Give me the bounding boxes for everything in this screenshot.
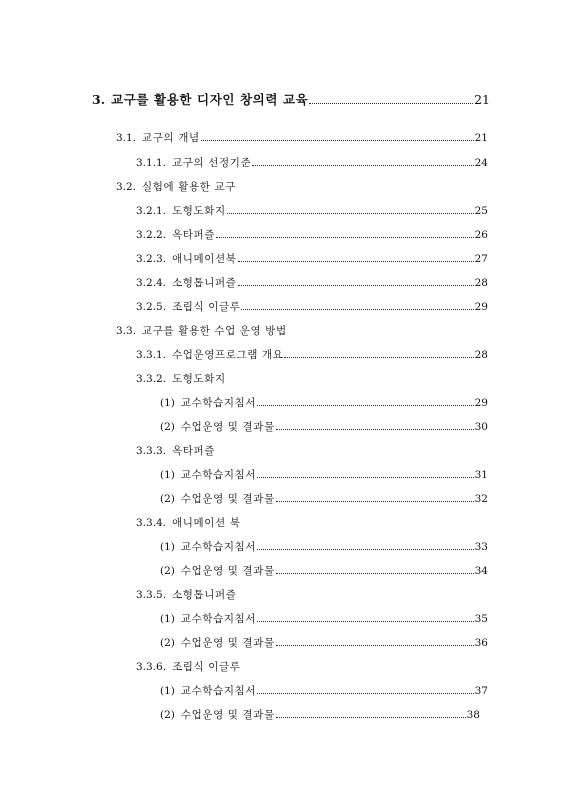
toc-entry-label: 교수학습지침서 xyxy=(180,541,257,553)
toc-entry-chapter-3[interactable] xyxy=(92,92,490,108)
toc-entry-number: 3.2.1. xyxy=(136,205,167,217)
toc-entry-label: 수업운영 및 결과물 xyxy=(180,421,275,433)
toc-entry-number: 3.1.1. xyxy=(136,157,167,169)
toc-entry-subsection[interactable] xyxy=(136,516,488,530)
toc-leader-dots xyxy=(276,500,474,502)
toc-entry-number: (1) xyxy=(160,613,175,625)
toc-leader-dots xyxy=(257,692,474,694)
toc-entry-item[interactable] xyxy=(160,468,488,482)
toc-entry-number: 3.1. xyxy=(116,132,137,144)
toc-entry-page: 32 xyxy=(474,493,488,505)
toc-entry-number: (1) xyxy=(160,541,175,553)
toc-entry-page: 21 xyxy=(474,92,490,107)
toc-entry-number: 3.2.3. xyxy=(136,253,167,265)
toc-leader-dots xyxy=(227,212,474,214)
toc-entry-page: 28 xyxy=(474,277,488,289)
toc-entry-section[interactable] xyxy=(116,324,488,338)
toc-entry-page: 33 xyxy=(474,541,488,553)
toc-entry-subsection[interactable] xyxy=(136,348,488,362)
toc-entry-number: (2) xyxy=(160,709,175,721)
toc-entry-item[interactable] xyxy=(160,708,480,722)
toc-entry-page: 37 xyxy=(474,685,488,697)
toc-entry-item[interactable] xyxy=(160,420,488,434)
toc-entry-label: 교수학습지침서 xyxy=(180,469,257,481)
toc-entry-label: 교수학습지침서 xyxy=(180,685,257,697)
toc-entry-number: 3. xyxy=(92,92,106,107)
toc-entry-subsection[interactable] xyxy=(136,156,488,170)
toc-entry-number: (1) xyxy=(160,685,175,697)
toc-leader-dots xyxy=(238,284,474,286)
toc-leader-dots xyxy=(257,620,474,622)
toc-entry-number: 3.3.5. xyxy=(136,589,167,601)
toc-leader-dots xyxy=(241,308,473,310)
toc-entry-subsection[interactable] xyxy=(136,660,488,674)
toc-entry-label: 교구를 활용한 수업 운영 방법 xyxy=(142,325,287,337)
toc-entry-subsection[interactable] xyxy=(136,444,488,458)
toc-entry-label: 조립식 이글루 xyxy=(172,661,241,673)
toc-entry-subsection[interactable] xyxy=(136,372,488,386)
toc-entry-page: 24 xyxy=(474,157,488,169)
toc-leader-dots xyxy=(252,164,473,166)
toc-entry-subsection[interactable] xyxy=(136,300,488,314)
toc-entry-label: 옥타퍼즐 xyxy=(172,445,216,457)
toc-entry-label: 교구를 활용한 디자인 창의력 교육 xyxy=(111,92,309,107)
toc-entry-label: 조립식 이글루 xyxy=(172,301,241,313)
toc-entry-label: 애니메이션북 xyxy=(172,253,237,265)
toc-entry-number: 3.3.4. xyxy=(136,517,167,529)
toc-entry-label: 실험에 활용한 교구 xyxy=(142,181,236,193)
toc-entry-label: 교구의 선정기준 xyxy=(172,157,252,169)
toc-entry-page: 29 xyxy=(474,301,488,313)
toc-entry-number: (1) xyxy=(160,469,175,481)
toc-entry-page: 21 xyxy=(474,132,488,144)
toc-entry-subsection[interactable] xyxy=(136,276,488,290)
toc-entry-page: 28 xyxy=(474,349,488,361)
toc-entry-number: (2) xyxy=(160,493,175,505)
toc-leader-dots xyxy=(276,428,474,430)
toc-leader-dots xyxy=(257,548,474,550)
toc-entry-label: 옥타퍼즐 xyxy=(172,229,216,241)
toc-entry-section[interactable] xyxy=(116,180,488,194)
toc-leader-dots xyxy=(257,476,474,478)
toc-entry-label: 수업운영 및 결과물 xyxy=(180,493,275,505)
toc-entry-page: 26 xyxy=(474,229,488,241)
toc-entry-item[interactable] xyxy=(160,564,488,578)
toc-entry-number: 3.3.1. xyxy=(136,349,167,361)
toc-leader-dots xyxy=(276,644,474,646)
toc-entry-page: 29 xyxy=(474,397,488,409)
toc-entry-number: (2) xyxy=(160,637,175,649)
toc-entry-label: 수업운영 및 결과물 xyxy=(180,565,275,577)
toc-leader-dots xyxy=(276,572,474,574)
toc-entry-subsection[interactable] xyxy=(136,588,488,602)
toc-entry-page: 27 xyxy=(474,253,488,265)
toc-entry-number: 3.2. xyxy=(116,181,137,193)
toc-entry-page: 31 xyxy=(474,469,488,481)
toc-entry-item[interactable] xyxy=(160,396,488,410)
toc-entry-label: 교구의 개념 xyxy=(142,132,200,144)
toc-entry-number: (2) xyxy=(160,565,175,577)
toc-entry-number: (2) xyxy=(160,421,175,433)
toc-entry-number: 3.3. xyxy=(116,325,137,337)
toc-entry-page: 34 xyxy=(474,565,488,577)
toc-entry-number: 3.3.6. xyxy=(136,661,167,673)
toc-entry-item[interactable] xyxy=(160,492,488,506)
toc-entry-item[interactable] xyxy=(160,612,488,626)
toc-leader-dots xyxy=(238,260,474,262)
toc-leader-dots xyxy=(276,716,466,718)
toc-entry-label: 소형톱니퍼즐 xyxy=(172,277,237,289)
toc-entry-label: 도형도화지 xyxy=(172,205,226,217)
toc-leader-dots xyxy=(201,139,474,141)
toc-leader-dots xyxy=(257,404,474,406)
toc-leader-dots xyxy=(216,236,474,238)
toc-entry-label: 수업운영 및 결과물 xyxy=(180,637,275,649)
toc-entry-label: 도형도화지 xyxy=(172,373,226,385)
toc-entry-subsection[interactable] xyxy=(136,228,488,242)
toc-entry-number: 3.3.3. xyxy=(136,445,167,457)
toc-entry-number: (1) xyxy=(160,397,175,409)
toc-entry-label: 수업운영프로그램 개요 xyxy=(172,349,284,361)
toc-entry-number: 3.3.2. xyxy=(136,373,167,385)
toc-entry-page: 36 xyxy=(474,637,488,649)
toc-leader-dots xyxy=(309,102,473,104)
toc-entry-section[interactable] xyxy=(116,131,488,145)
toc-entry-subsection[interactable] xyxy=(136,252,488,266)
toc-entry-label: 수업운영 및 결과물 xyxy=(180,709,275,721)
toc-entry-number: 3.2.5. xyxy=(136,301,167,313)
toc-entry-page: 35 xyxy=(474,613,488,625)
toc-entry-label: 교수학습지침서 xyxy=(180,397,257,409)
toc-entry-label: 애니메이션 북 xyxy=(172,517,241,529)
toc-entry-number: 3.2.2. xyxy=(136,229,167,241)
toc-entry-subsection[interactable] xyxy=(136,204,488,218)
toc-entry-label: 교수학습지침서 xyxy=(180,613,257,625)
toc-leader-dots xyxy=(284,356,473,358)
toc-entry-page: 38 xyxy=(466,709,480,721)
toc-entry-label: 소형톱니퍼즐 xyxy=(172,589,237,601)
toc-entry-number: 3.2.4. xyxy=(136,277,167,289)
toc-entry-item[interactable] xyxy=(160,684,488,698)
toc-entry-item[interactable] xyxy=(160,540,488,554)
toc-entry-item[interactable] xyxy=(160,636,488,650)
toc-entry-page: 30 xyxy=(474,421,488,433)
toc-entry-page: 25 xyxy=(474,205,488,217)
